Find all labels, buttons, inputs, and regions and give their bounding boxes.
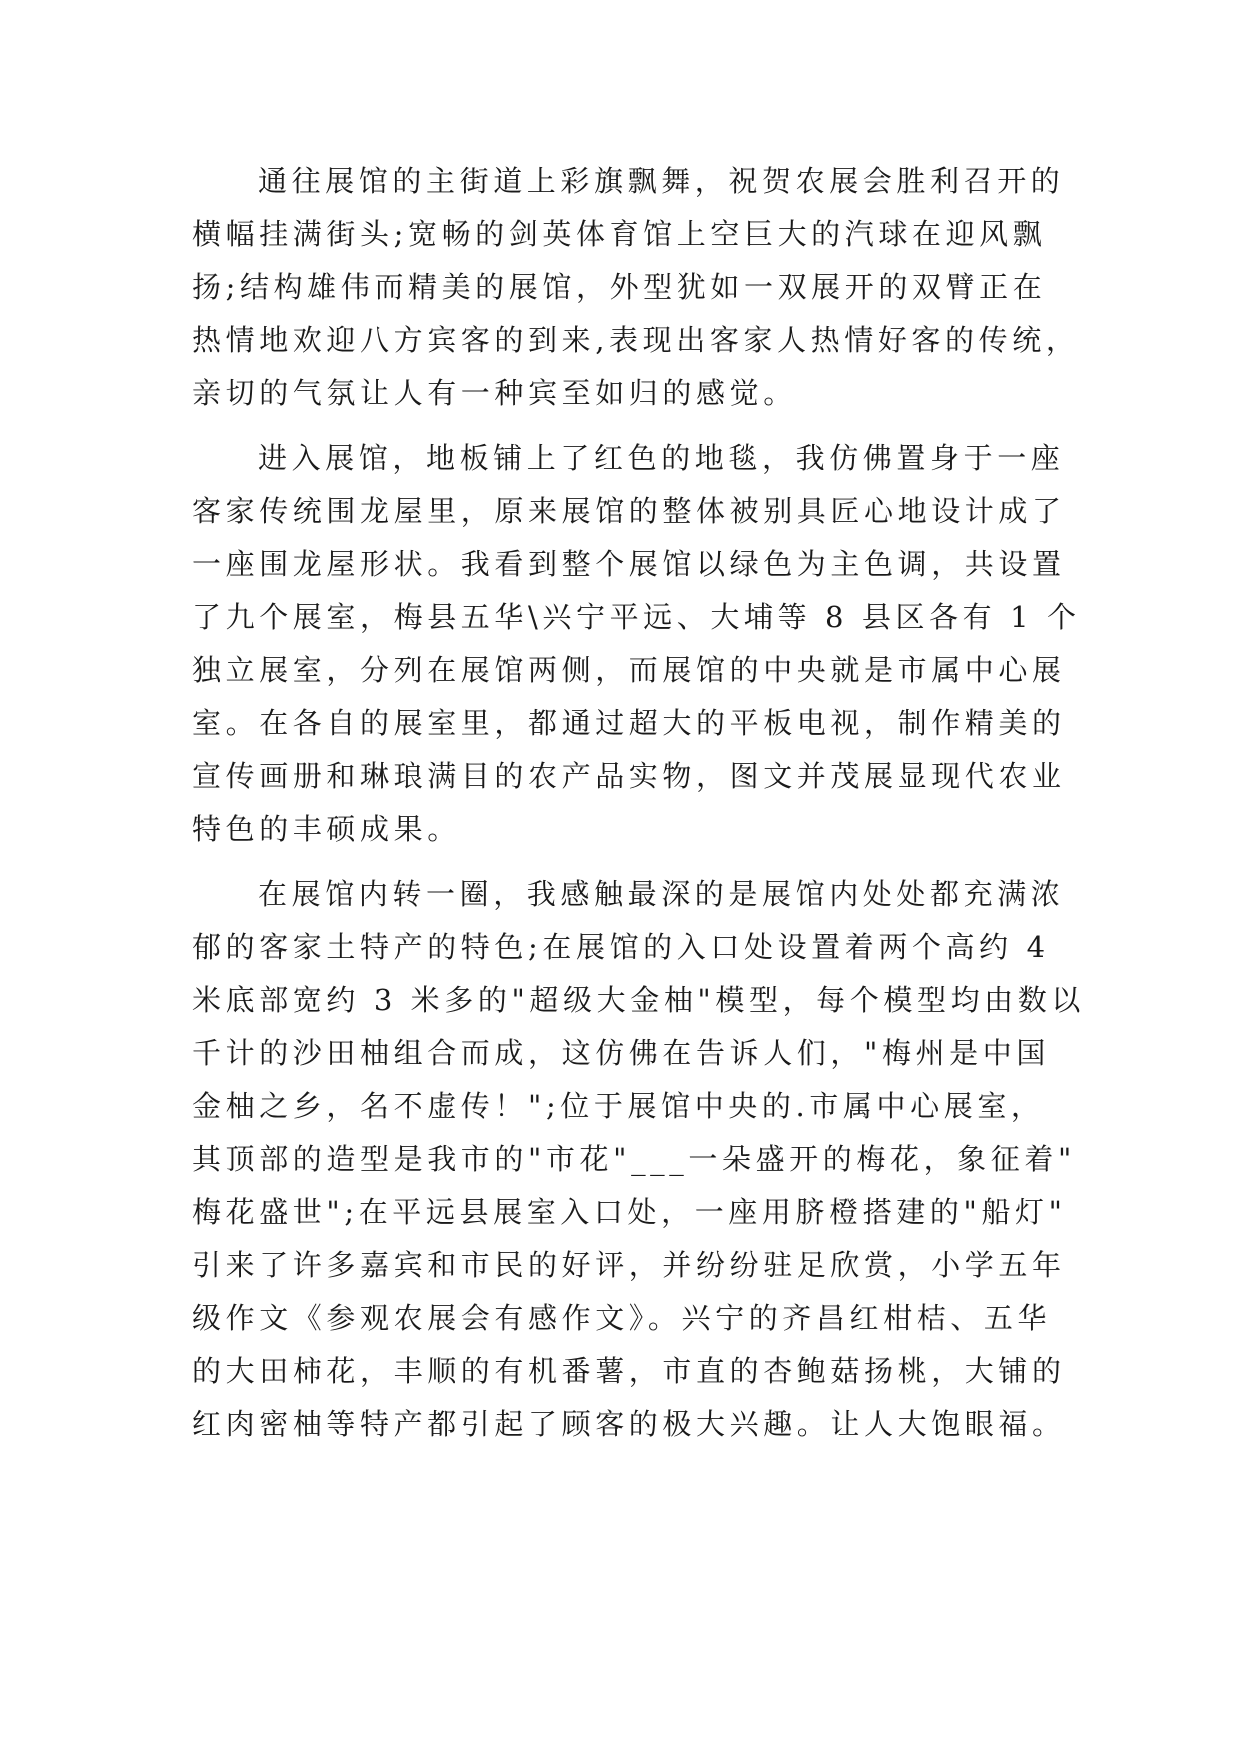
paragraph-line: 热情地欢迎八方宾客的到来,表现出客家人热情好客的传统，	[192, 323, 1080, 357]
paragraph-1	[192, 155, 1080, 420]
paragraph-line: 通往展馆的主街道上彩旗飘舞，祝贺农展会胜利召开的	[258, 164, 1065, 198]
paragraph-line: 宣传画册和琳琅满目的农产品实物，图文并茂展显现代农业	[192, 759, 1066, 793]
paragraph-line: 了九个展室，梅县五华\兴宁平远、大埔等 8 县区各有 1 个	[192, 600, 1081, 634]
paragraph-line: 横幅挂满街头;宽畅的剑英体育馆上空巨大的汽球在迎风飘	[192, 217, 1047, 251]
paragraph-line: 红肉密柚等特产都引起了顾客的极大兴趣。让人大饱眼福。	[192, 1407, 1066, 1441]
paragraph-line: 郁的客家土特产的特色;在展馆的入口处设置着两个高约 4	[192, 930, 1050, 964]
paragraph-line: 特色的丰硕成果。	[192, 812, 461, 846]
paragraph-line: 的大田柿花，丰顺的有机番薯，市直的杏鲍菇扬桃，大铺的	[192, 1354, 1066, 1388]
paragraph-line: 米底部宽约 3 米多的"超级大金柚"模型，每个模型均由数以	[192, 983, 1085, 1017]
paragraph-line: 千计的沙田柚组合而成，这仿佛在告诉人们，"梅州是中国	[192, 1036, 1050, 1070]
paragraph-line: 梅花盛世";在平远县展室入口处，一座用脐橙搭建的"船灯"	[192, 1195, 1067, 1229]
paragraph-line: 一座围龙屋形状。我看到整个展馆以绿色为主色调，共设置	[192, 547, 1066, 581]
paragraph-line: 金柚之乡，名不虚传！";位于展馆中央的.市属中心展室，	[192, 1089, 1045, 1123]
paragraph-2	[192, 432, 1081, 856]
paragraph-line: 扬;结构雄伟而精美的展馆，外型犹如一双展开的双臂正在	[192, 270, 1047, 304]
paragraph-line: 亲切的气氛让人有一种宾至如归的感觉。	[192, 376, 797, 410]
paragraph-line: 客家传统围龙屋里，原来展馆的整体被别具匠心地设计成了	[192, 494, 1066, 528]
paragraph-line: 引来了许多嘉宾和市民的好评，并纷纷驻足欣赏，小学五年	[192, 1248, 1066, 1282]
paragraph-line: 在展馆内转一圈，我感触最深的是展馆内处处都充满浓	[258, 877, 1065, 911]
paragraph-gap	[192, 420, 1072, 432]
paragraph-line: 级作文《参观农展会有感作文》。兴宁的齐昌红柑桔、五华	[192, 1301, 1052, 1335]
paragraph-line: 独立展室，分列在展馆两侧，而展馆的中央就是市属中心展	[192, 653, 1066, 687]
paragraph-line: 室。在各自的展室里，都通过超大的平板电视，制作精美的	[192, 706, 1066, 740]
paragraph-3	[192, 868, 1085, 1451]
paragraph-gap	[192, 856, 1072, 868]
paragraph-line: 进入展馆，地板铺上了红色的地毯，我仿佛置身于一座	[258, 441, 1065, 475]
paragraph-line: 其顶部的造型是我市的"市花"___一朵盛开的梅花，象征着"	[192, 1142, 1076, 1176]
document-body	[192, 155, 1085, 1451]
